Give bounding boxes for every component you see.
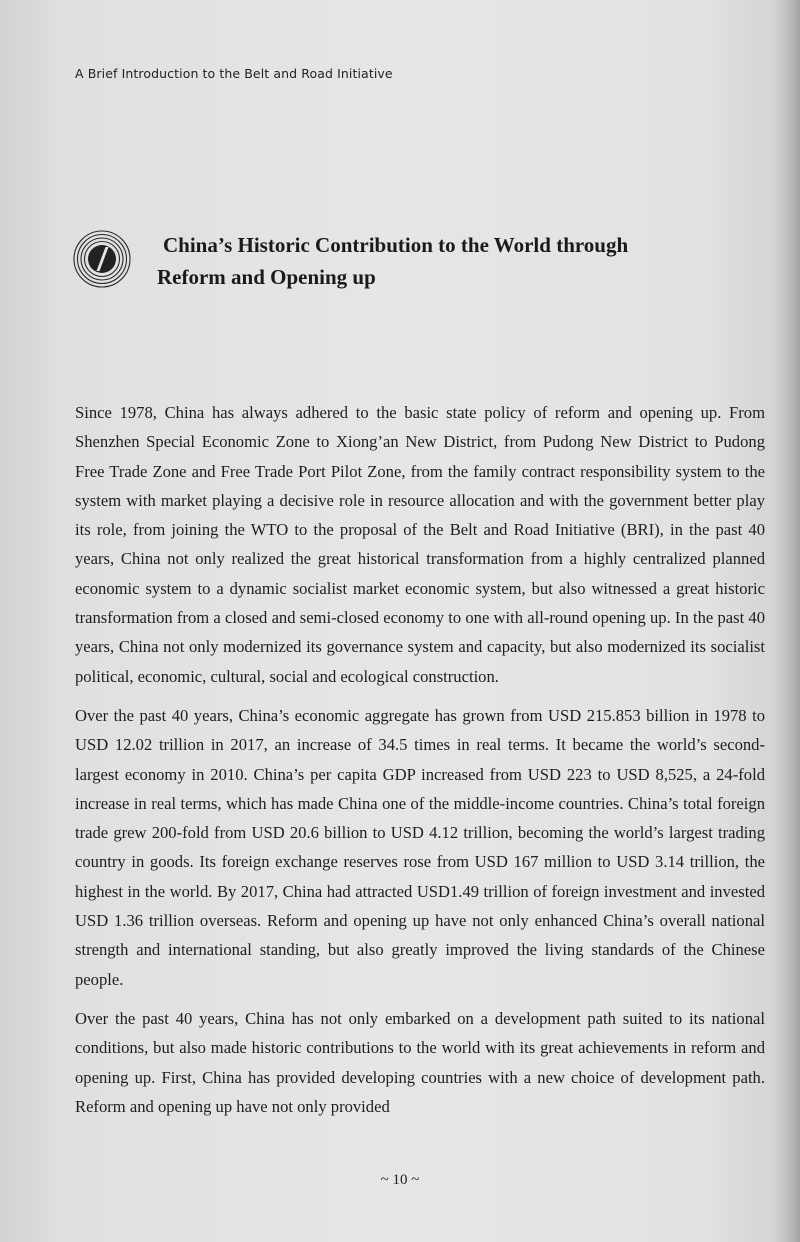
- section-title-line-1: China’s Historic Contribution to the World through: [163, 233, 629, 257]
- paragraph: Since 1978, China has always adhered to the basic state policy of reform and opening up. From Shenzhen Special Economic Zone to Xiong’an New District, from Pudong New District to Pudong Free Trade Zone and Free Trade Port Pilot Zone, from the family contract responsibility system to the system with market playing a decisive role in resource allocation and with the government better play its role, from joining the WTO to the proposal of the Belt and Road Initiative (BRI), in the past 40 years, China not only realized the great historical transformation from a highly centralized planned economic system to a dynamic socialist market economic system, but also witnessed a great historic transformation from a closed and semi-closed economy to one with all-round opening up. In the past 40 years, China not only modernized its governance system and capacity, but also modernized its socialist political, economic, cultural, social and ecological construction.: [75, 403, 765, 686]
- running-header: A Brief Introduction to the Belt and Road Initiative: [75, 66, 393, 81]
- page-gutter-shadow: [774, 0, 800, 1242]
- paragraph: Over the past 40 years, China’s economic aggregate has grown from USD 215.853 billion in 1978 to USD 12.02 trillion in 2017, an increase of 34.5 times in real terms. It became the world’s second-largest economy in 2010. China’s per capita GDP increased from USD 223 to USD 8,525, a 24-fold increase in real terms, which has made China one of the middle-income countries. China’s total foreign trade grew 200-fold from USD 20.6 billion to USD 4.12 trillion, becoming the world’s largest trading country in goods. Its foreign exchange reserves rose from USD 167 million to USD 3.14 trillion, the highest in the world. By 2017, China had attracted USD1.49 trillion of foreign investment and invested USD 1.36 trillion overseas. Reform and opening up have not only enhanced China’s overall national strength and international standing, but also greatly improved the living standards of the Chinese people.: [75, 705, 765, 989]
- section-title-line-2: Reform and Opening up: [157, 265, 376, 289]
- paragraph: Over the past 40 years, China has not only embarked on a development path suited to its national conditions, but also made historic contributions to the world with its great achievements in reform and opening up. First, China has provided developing countries with a new choice of development path. Reform and opening up have not only provided: [75, 1008, 765, 1116]
- chapter-number-icon: [72, 229, 132, 289]
- section-title: [157, 229, 757, 293]
- page-number: ~ 10 ~: [380, 1172, 420, 1188]
- body-text: [75, 398, 765, 1131]
